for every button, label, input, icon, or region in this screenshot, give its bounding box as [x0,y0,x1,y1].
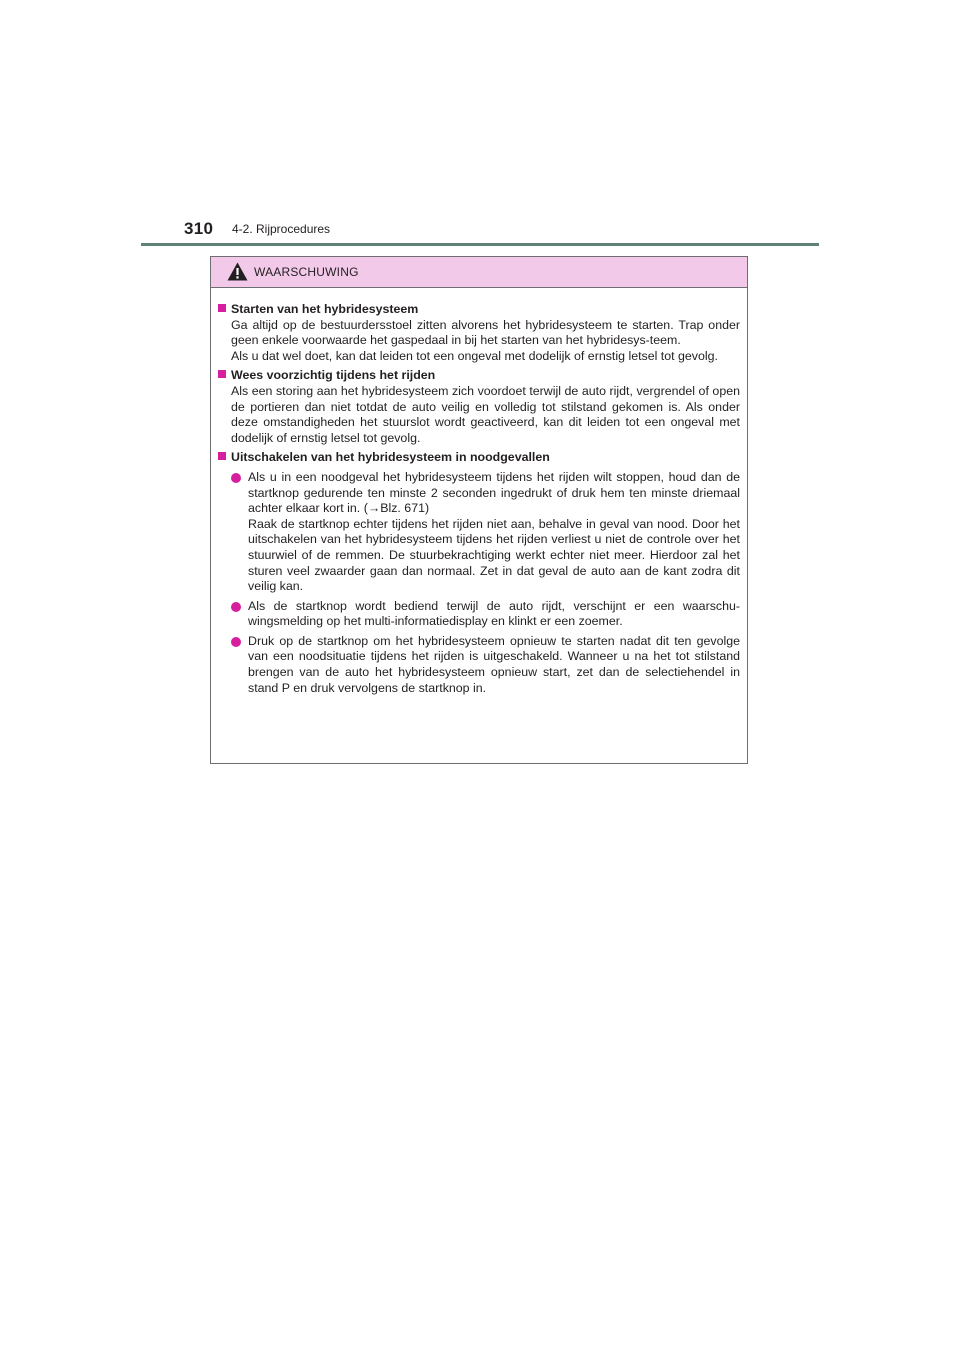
header-rule [141,243,819,246]
paragraph: Raak de startknop echter tijdens het rijden niet aan, behalve in geval van nood. Door het uitschakelen van het hybridesysteem tijdens het rijden verliest u niet de controle over het stuurwiel of de remmen. De stuurbekrachtiging werkt echter niet meer. Hierdoor zal het sturen veel zwaarder gaan dan normaal. Zet in dat geval de auto aan de kant zodra dit veilig kan. [248,516,740,594]
section-heading: Wees voorzichtig tijdens het rijden [231,368,436,383]
square-bullet-icon [218,304,226,312]
square-bullet-icon [218,370,226,378]
section-heading: Uitschakelen van het hybridesysteem in noodgevallen [231,450,550,465]
paragraph: Als u dat wel doet, kan dat leiden tot een ongeval met dodelijk of ernstig letsel tot gevolg. [231,348,718,363]
list-item [218,599,740,630]
warning-section-starting [218,302,740,364]
paragraph: Ga altijd op de bestuurdersstoel zitten alvorens het hybridesysteem te starten. Trap onder geen enkele voorwaarde het gaspedaal in bij het starten van het hybridesys-teem. [231,317,740,348]
circle-bullet-icon [231,473,241,483]
warning-section-driving [218,368,740,446]
warning-section-emergency [218,450,740,696]
warning-label: WAARSCHUWING [254,265,359,279]
square-bullet-icon [218,452,226,460]
warning-box [210,256,748,764]
section-title: 4-2. Rijprocedures [232,222,331,236]
warning-header [211,257,747,288]
list-item [218,634,740,696]
circle-bullet-icon [231,637,241,647]
warning-body [211,288,747,696]
warning-triangle-icon [227,262,248,281]
paragraph: Als een storing aan het hybridesysteem zich voordoet terwijl de auto rijdt, vergrendel of open de portieren dan niet totdat de auto veilig en volledig tot stilstand gekomen is. Als onder deze omstandigheden het stuurslot wordt geactiveerd, kan dit leiden tot een ongeval met dodelijk of ernstig letsel tot gevolg. [231,383,740,445]
list-item [218,470,740,595]
page-number: 310 [184,219,214,238]
paragraph: Als de startknop wordt bediend terwijl de auto rijdt, verschijnt er een waarschu-wingsmelding op het multi-informatiedisplay en klinkt er een zoemer. [248,598,740,629]
paragraph: Druk op de startknop om het hybridesysteem opnieuw te starten nadat dit ten gevolge van een noodsituatie tijdens het rijden is uitgeschakeld. Wanneer u na het tot stilstand brengen van de auto het hybridesysteem opnieuw start, zet dan de selectiehendel in stand P en druk vervolgens de startknop in. [248,633,740,695]
section-heading: Starten van het hybridesysteem [231,302,419,316]
paragraph: Als u in een noodgeval het hybridesysteem tijdens het rijden wilt stoppen, houd dan de startknop gedurende ten minste 2 seconden ingedrukt of druk hem ten minste driemaal achter elkaar kort in. (→Blz. 671) [248,469,740,516]
circle-bullet-icon [231,602,241,612]
